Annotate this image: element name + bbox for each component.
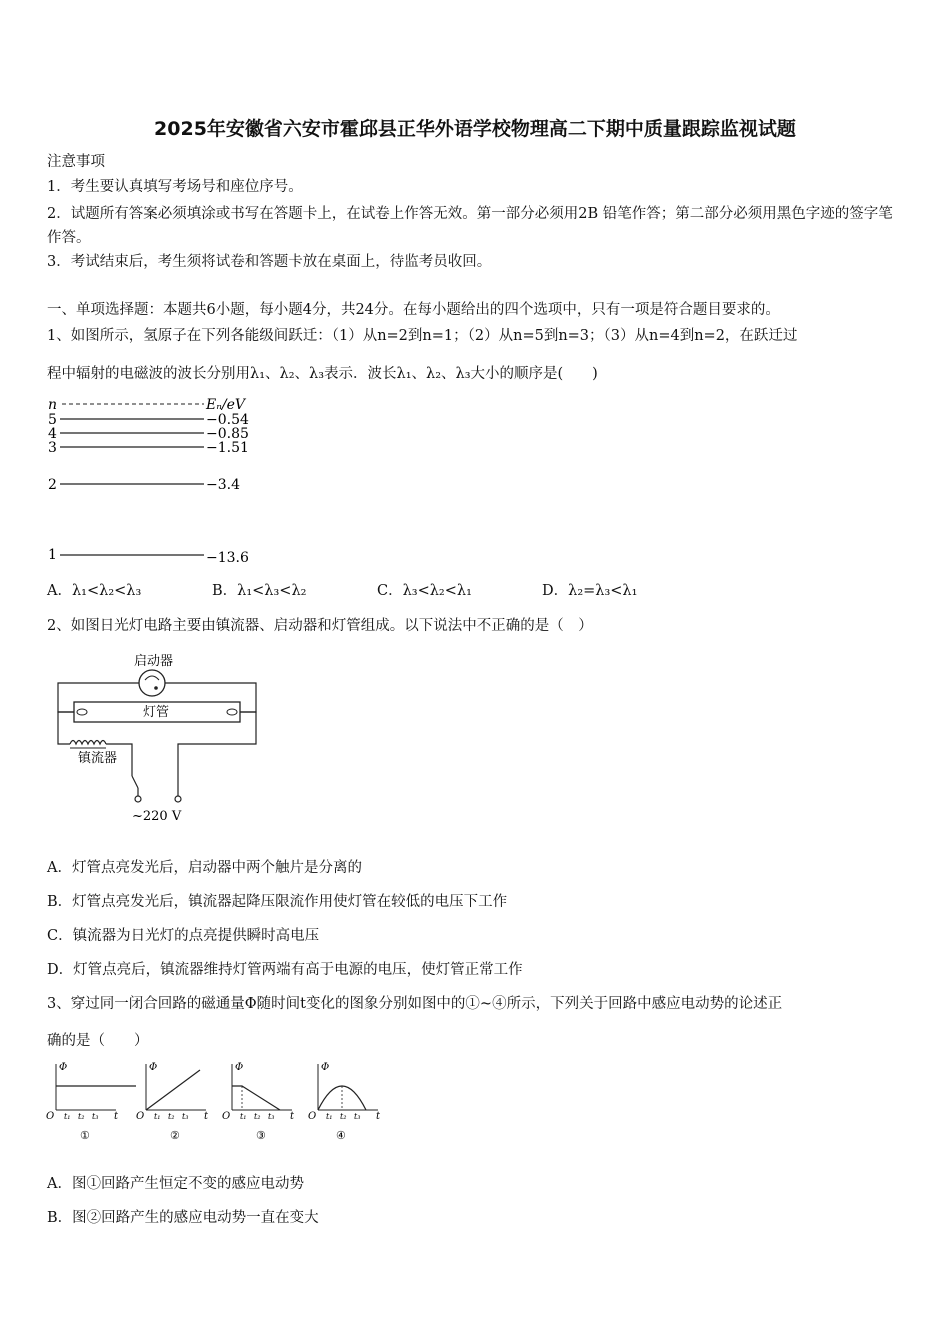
graph-2-t1: t₁	[154, 1112, 161, 1121]
graph-3-t-label: t	[290, 1111, 295, 1122]
q2-option-d: D．灯管点亮后，镇流器维持灯管两端有高于电源的电压，使灯管正常工作	[47, 962, 523, 978]
level-2-energy: −3.4	[206, 477, 240, 493]
graph-4-label: ④	[336, 1129, 346, 1142]
filament-right	[227, 709, 237, 715]
q3-option-b: B．图②回路产生的感应电动势一直在变大	[47, 1210, 319, 1226]
filament-left	[77, 709, 87, 715]
starter-contact	[154, 686, 158, 690]
graph-4-t-label: t	[376, 1111, 381, 1122]
energy-axis-label: Eₙ/eV	[206, 397, 246, 413]
graph-3-phi-label: Φ	[235, 1062, 244, 1073]
level-2-n: 2	[48, 477, 57, 493]
graph-2-curve	[146, 1070, 200, 1110]
graph-4-origin: O	[308, 1111, 317, 1122]
graph-1-phi-label: Φ	[59, 1062, 68, 1073]
page-title: 2025年安徽省六安市霍邱县正华外语学校物理高二下期中质量跟踪监视试题	[154, 118, 796, 140]
level-4-n: 4	[48, 426, 57, 442]
starter-wire-right	[165, 683, 256, 712]
graph-2-label: ②	[170, 1129, 180, 1142]
q2-option-b: B．灯管点亮发光后，镇流器起降压限流作用使灯管在较低的电压下工作	[47, 894, 508, 910]
ballast-coil	[70, 741, 106, 745]
graph-2-origin: O	[136, 1111, 145, 1122]
energy-level-diagram	[44, 392, 264, 572]
section1-heading: 一、单项选择题：本题共6小题，每小题4分，共24分。在每小题给出的四个选项中，只有一项是符合题目要求的。	[47, 302, 780, 318]
starter-wire-left	[58, 683, 139, 712]
starter-bimetal	[145, 676, 159, 680]
q1-option-b: B．λ₁<λ₃<λ₂	[212, 583, 307, 599]
level-4-energy: −0.85	[206, 426, 249, 442]
notice-heading: 注意事项	[47, 154, 105, 170]
graph-3-origin: O	[222, 1111, 231, 1122]
ballast-label: 镇流器	[78, 751, 118, 766]
graph-4-t3: t₃	[354, 1112, 361, 1121]
graph-2-t-label: t	[204, 1111, 209, 1122]
notice-item-2: 2．试题所有答案必须填涂或书写在答题卡上，在试卷上作答无效。第一部分必须用2B 铅笔作答；第二部分必须用黑色字迹的签字笔作答。	[47, 206, 893, 246]
q3-stem-line2: 确的是（ ）	[47, 1033, 149, 1049]
graph-1-t2: t₂	[78, 1112, 85, 1121]
graph-4	[308, 1062, 381, 1142]
graph-4-t1: t₁	[326, 1112, 333, 1121]
tube-label: 灯管	[143, 705, 170, 720]
graph-4-phi-label: Φ	[321, 1062, 330, 1073]
graph-1-t-label: t	[114, 1111, 119, 1122]
q1-option-c: C．λ₃<λ₂<λ₁	[377, 583, 472, 599]
level-1-n: 1	[48, 547, 57, 563]
ballast-wire-in	[58, 712, 74, 744]
graph-1	[46, 1062, 136, 1142]
graph-3-label: ③	[256, 1129, 266, 1142]
switch-blade	[132, 776, 138, 788]
graph-1-t3: t₃	[92, 1112, 99, 1121]
q1-stem-line1: 1、如图所示，氢原子在下列各能级间跃迁：（1）从n=2到n=1；（2）从n=5到n=3；（3）从n=4到n=2，在跃迁过	[47, 328, 798, 344]
graph-1-label: ①	[80, 1129, 90, 1142]
n-axis-label: n	[48, 397, 58, 413]
level-1-energy: −13.6	[206, 550, 249, 566]
q3-stem-line1: 3、穿过同一闭合回路的磁通量Φ随时间t变化的图象分别如图中的①~④所示，下列关于回路中感应电动势的论述正	[47, 996, 783, 1012]
q1-option-a: A．λ₁<λ₂<λ₃	[47, 583, 142, 599]
graph-2	[136, 1062, 209, 1142]
q2-option-c: C．镇流器为日光灯的点亮提供瞬时高电压	[47, 928, 320, 944]
graph-2-t3: t₃	[182, 1112, 189, 1121]
graph-2-phi-label: Φ	[149, 1062, 158, 1073]
q1-option-d: D．λ₂=λ₃<λ₁	[542, 583, 638, 599]
terminal-left	[135, 796, 141, 802]
q1-stem-line2: 程中辐射的电磁波的波长分别用λ₁、λ₂、λ₃表示．波长λ₁、λ₂、λ₃大小的顺序是( )	[47, 366, 598, 382]
notice-item-1: 1．考生要认真填写考场号和座位序号。	[47, 179, 303, 195]
level-3-n: 3	[48, 440, 57, 456]
q2-stem: 2、如图日光灯电路主要由镇流器、启动器和灯管组成。以下说法中不正确的是（ ）	[47, 618, 593, 634]
graph-4-t2: t₂	[340, 1112, 347, 1121]
level-5-n: 5	[48, 412, 57, 428]
graph-3	[222, 1062, 295, 1142]
terminal-right	[175, 796, 181, 802]
graph-3-curve	[232, 1086, 280, 1110]
starter-label: 启动器	[134, 654, 174, 669]
starter-symbol	[139, 670, 165, 696]
level-5-energy: −0.54	[206, 412, 249, 428]
graph-1-origin: O	[46, 1111, 55, 1122]
fluorescent-lamp-circuit	[52, 648, 272, 828]
level-3-energy: −1.51	[206, 440, 249, 456]
graph-3-t1: t₁	[240, 1112, 247, 1121]
graph-3-t2: t₂	[254, 1112, 261, 1121]
notice-item-3: 3．考试结束后，考生须将试卷和答题卡放在桌面上，待监考员收回。	[47, 254, 492, 270]
q2-option-a: A．灯管点亮发光后，启动器中两个触片是分离的	[47, 860, 362, 876]
return-wire	[178, 712, 256, 796]
voltage-label: ~220 V	[132, 809, 182, 824]
graph-3-t3: t₃	[268, 1112, 275, 1121]
graph-2-t2: t₂	[168, 1112, 175, 1121]
graph-1-t1: t₁	[64, 1112, 71, 1121]
q3-option-a: A．图①回路产生恒定不变的感应电动势	[47, 1176, 304, 1192]
flux-graphs	[44, 1058, 384, 1148]
